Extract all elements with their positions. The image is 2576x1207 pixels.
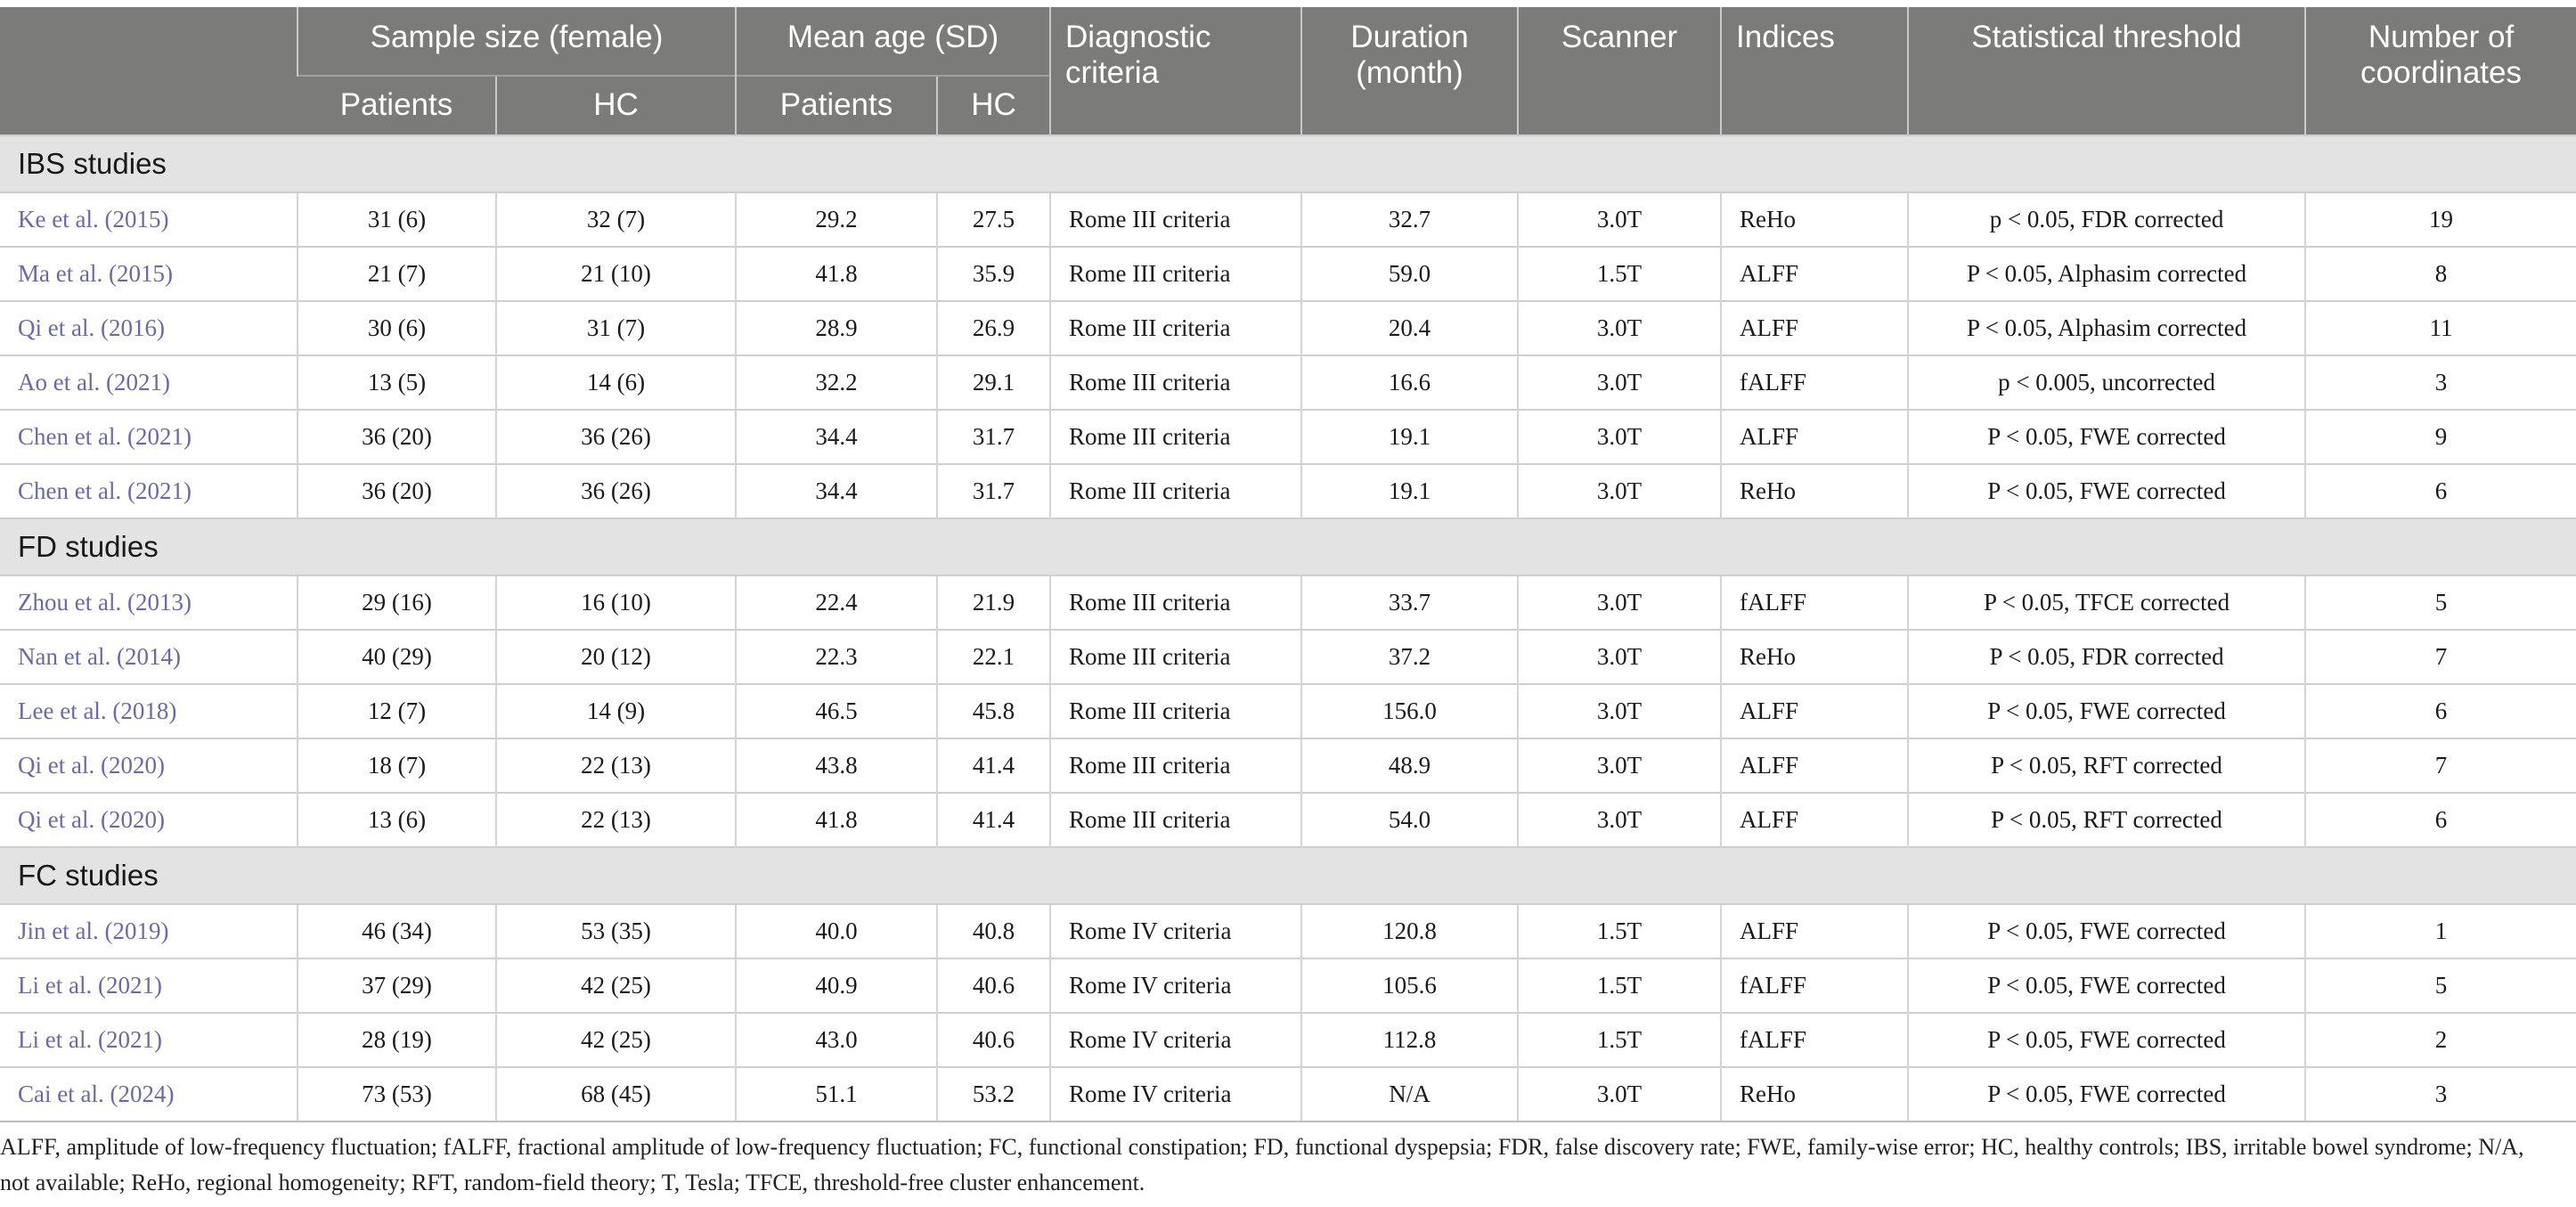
table-row bbox=[0, 1067, 2576, 1121]
cell-age-hc: 31.7 bbox=[937, 464, 1050, 518]
cell-scanner: 3.0T bbox=[1518, 192, 1721, 247]
cell-study: Jin et al. (2019) bbox=[0, 904, 298, 958]
table-row bbox=[0, 1013, 2576, 1067]
cell-statistical-threshold: P < 0.05, FWE corrected bbox=[1908, 410, 2305, 464]
table-row bbox=[0, 464, 2576, 518]
cell-study: Qi et al. (2016) bbox=[0, 301, 298, 355]
cell-duration: 156.0 bbox=[1301, 684, 1518, 738]
cell-age-patients: 43.8 bbox=[736, 738, 937, 793]
cell-sample-patients: 29 (16) bbox=[298, 575, 496, 630]
cell-indices: ReHo bbox=[1721, 1067, 1908, 1121]
cell-age-patients: 46.5 bbox=[736, 684, 937, 738]
cell-sample-hc: 31 (7) bbox=[496, 301, 736, 355]
cell-number-of-coordinates: 19 bbox=[2305, 192, 2576, 247]
cell-indices: fALFF bbox=[1721, 1013, 1908, 1067]
table-row bbox=[0, 575, 2576, 630]
table-row bbox=[0, 192, 2576, 247]
header-diagnostic-criteria: Diagnostic criteria bbox=[1050, 7, 1301, 135]
cell-age-patients: 51.1 bbox=[736, 1067, 937, 1121]
cell-statistical-threshold: p < 0.005, uncorrected bbox=[1908, 355, 2305, 410]
group-row bbox=[0, 847, 2576, 904]
cell-study: Zhou et al. (2013) bbox=[0, 575, 298, 630]
group-label: FC studies bbox=[0, 847, 2576, 904]
group-row bbox=[0, 135, 2576, 192]
cell-scanner: 3.0T bbox=[1518, 355, 1721, 410]
cell-sample-patients: 12 (7) bbox=[298, 684, 496, 738]
table-footnote: ALFF, amplitude of low-frequency fluctuation; fALFF, fractional amplitude of low-frequency fluctuation; FC, functional constipation; FD, functional dyspepsia; FDR, false discovery rate; FWE, family-wise error; HC, healthy controls; IBS, irritable bowel syndrome; N/A, not available; ReHo, regional homogeneity; RFT, random-field theory; T, Tesla; TFCE, threshold-free cluster enhancement. bbox=[0, 1134, 2524, 1195]
table-row bbox=[0, 738, 2576, 793]
cell-sample-hc: 42 (25) bbox=[496, 958, 736, 1013]
cell-age-patients: 43.0 bbox=[736, 1013, 937, 1067]
table-row bbox=[0, 958, 2576, 1013]
cell-scanner: 3.0T bbox=[1518, 738, 1721, 793]
cell-age-hc: 35.9 bbox=[937, 247, 1050, 301]
cell-study: Nan et al. (2014) bbox=[0, 630, 298, 684]
cell-diagnostic-criteria: Rome IV criteria bbox=[1050, 1013, 1301, 1067]
cell-sample-patients: 30 (6) bbox=[298, 301, 496, 355]
cell-scanner: 3.0T bbox=[1518, 630, 1721, 684]
cell-sample-patients: 36 (20) bbox=[298, 464, 496, 518]
cell-statistical-threshold: P < 0.05, FWE corrected bbox=[1908, 684, 2305, 738]
cell-sample-hc: 22 (13) bbox=[496, 793, 736, 847]
cell-duration: 54.0 bbox=[1301, 793, 1518, 847]
cell-number-of-coordinates: 1 bbox=[2305, 904, 2576, 958]
cell-study: Cai et al. (2024) bbox=[0, 1067, 298, 1121]
table-row bbox=[0, 684, 2576, 738]
cell-diagnostic-criteria: Rome III criteria bbox=[1050, 575, 1301, 630]
cell-statistical-threshold: p < 0.05, FDR corrected bbox=[1908, 192, 2305, 247]
cell-age-hc: 53.2 bbox=[937, 1067, 1050, 1121]
cell-sample-hc: 68 (45) bbox=[496, 1067, 736, 1121]
header-age-patients: Patients bbox=[736, 76, 937, 135]
cell-age-patients: 40.9 bbox=[736, 958, 937, 1013]
cell-study: Qi et al. (2020) bbox=[0, 793, 298, 847]
cell-diagnostic-criteria: Rome III criteria bbox=[1050, 684, 1301, 738]
cell-sample-hc: 14 (6) bbox=[496, 355, 736, 410]
header-scanner: Scanner bbox=[1518, 7, 1721, 135]
cell-study: Ke et al. (2015) bbox=[0, 192, 298, 247]
cell-sample-hc: 42 (25) bbox=[496, 1013, 736, 1067]
cell-sample-hc: 53 (35) bbox=[496, 904, 736, 958]
studies-table bbox=[0, 7, 2576, 1122]
cell-age-patients: 40.0 bbox=[736, 904, 937, 958]
cell-sample-patients: 36 (20) bbox=[298, 410, 496, 464]
cell-number-of-coordinates: 8 bbox=[2305, 247, 2576, 301]
cell-statistical-threshold: P < 0.05, FWE corrected bbox=[1908, 904, 2305, 958]
cell-diagnostic-criteria: Rome IV criteria bbox=[1050, 958, 1301, 1013]
cell-statistical-threshold: P < 0.05, FDR corrected bbox=[1908, 630, 2305, 684]
cell-duration: 105.6 bbox=[1301, 958, 1518, 1013]
table-row bbox=[0, 793, 2576, 847]
cell-indices: ReHo bbox=[1721, 192, 1908, 247]
table-row bbox=[0, 247, 2576, 301]
cell-age-patients: 28.9 bbox=[736, 301, 937, 355]
cell-duration: 19.1 bbox=[1301, 464, 1518, 518]
cell-sample-hc: 22 (13) bbox=[496, 738, 736, 793]
cell-statistical-threshold: P < 0.05, FWE corrected bbox=[1908, 1067, 2305, 1121]
cell-duration: 37.2 bbox=[1301, 630, 1518, 684]
cell-study: Li et al. (2021) bbox=[0, 1013, 298, 1067]
header-age-hc: HC bbox=[937, 76, 1050, 135]
cell-age-hc: 40.8 bbox=[937, 904, 1050, 958]
cell-age-hc: 22.1 bbox=[937, 630, 1050, 684]
cell-indices: ALFF bbox=[1721, 301, 1908, 355]
cell-sample-hc: 14 (9) bbox=[496, 684, 736, 738]
cell-indices: ALFF bbox=[1721, 247, 1908, 301]
cell-age-patients: 22.4 bbox=[736, 575, 937, 630]
cell-age-patients: 29.2 bbox=[736, 192, 937, 247]
cell-indices: ReHo bbox=[1721, 464, 1908, 518]
cell-number-of-coordinates: 5 bbox=[2305, 575, 2576, 630]
cell-number-of-coordinates: 3 bbox=[2305, 355, 2576, 410]
cell-study: Qi et al. (2020) bbox=[0, 738, 298, 793]
cell-diagnostic-criteria: Rome III criteria bbox=[1050, 464, 1301, 518]
cell-age-patients: 34.4 bbox=[736, 410, 937, 464]
table-row bbox=[0, 904, 2576, 958]
cell-indices: ALFF bbox=[1721, 738, 1908, 793]
cell-age-hc: 21.9 bbox=[937, 575, 1050, 630]
cell-sample-patients: 73 (53) bbox=[298, 1067, 496, 1121]
header-sample-patients: Patients bbox=[298, 76, 496, 135]
cell-diagnostic-criteria: Rome III criteria bbox=[1050, 410, 1301, 464]
cell-indices: ALFF bbox=[1721, 793, 1908, 847]
header-sample-size: Sample size (female) bbox=[298, 7, 736, 76]
cell-scanner: 3.0T bbox=[1518, 301, 1721, 355]
group-label: IBS studies bbox=[0, 135, 2576, 192]
table-row bbox=[0, 410, 2576, 464]
group-label: FD studies bbox=[0, 518, 2576, 575]
cell-sample-patients: 21 (7) bbox=[298, 247, 496, 301]
cell-sample-patients: 18 (7) bbox=[298, 738, 496, 793]
cell-number-of-coordinates: 3 bbox=[2305, 1067, 2576, 1121]
cell-scanner: 3.0T bbox=[1518, 464, 1721, 518]
cell-age-hc: 41.4 bbox=[937, 738, 1050, 793]
cell-sample-hc: 32 (7) bbox=[496, 192, 736, 247]
cell-age-patients: 41.8 bbox=[736, 793, 937, 847]
cell-diagnostic-criteria: Rome III criteria bbox=[1050, 793, 1301, 847]
cell-indices: fALFF bbox=[1721, 958, 1908, 1013]
cell-diagnostic-criteria: Rome III criteria bbox=[1050, 192, 1301, 247]
cell-age-hc: 40.6 bbox=[937, 1013, 1050, 1067]
header-statistical-threshold: Statistical threshold bbox=[1908, 7, 2305, 135]
cell-age-hc: 27.5 bbox=[937, 192, 1050, 247]
group-row bbox=[0, 518, 2576, 575]
cell-study: Lee et al. (2018) bbox=[0, 684, 298, 738]
cell-number-of-coordinates: 11 bbox=[2305, 301, 2576, 355]
cell-number-of-coordinates: 6 bbox=[2305, 684, 2576, 738]
cell-scanner: 3.0T bbox=[1518, 410, 1721, 464]
cell-age-hc: 31.7 bbox=[937, 410, 1050, 464]
cell-age-hc: 45.8 bbox=[937, 684, 1050, 738]
cell-sample-patients: 28 (19) bbox=[298, 1013, 496, 1067]
cell-sample-patients: 31 (6) bbox=[298, 192, 496, 247]
cell-number-of-coordinates: 9 bbox=[2305, 410, 2576, 464]
cell-diagnostic-criteria: Rome III criteria bbox=[1050, 301, 1301, 355]
cell-sample-hc: 20 (12) bbox=[496, 630, 736, 684]
cell-diagnostic-criteria: Rome III criteria bbox=[1050, 630, 1301, 684]
cell-diagnostic-criteria: Rome III criteria bbox=[1050, 355, 1301, 410]
header-indices: Indices bbox=[1721, 7, 1908, 135]
cell-scanner: 1.5T bbox=[1518, 904, 1721, 958]
header-mean-age: Mean age (SD) bbox=[736, 7, 1050, 76]
cell-number-of-coordinates: 7 bbox=[2305, 630, 2576, 684]
cell-sample-hc: 36 (26) bbox=[496, 410, 736, 464]
cell-duration: 20.4 bbox=[1301, 301, 1518, 355]
cell-number-of-coordinates: 6 bbox=[2305, 793, 2576, 847]
cell-duration: 112.8 bbox=[1301, 1013, 1518, 1067]
cell-age-patients: 41.8 bbox=[736, 247, 937, 301]
cell-indices: ReHo bbox=[1721, 630, 1908, 684]
cell-age-patients: 22.3 bbox=[736, 630, 937, 684]
cell-study: Ao et al. (2021) bbox=[0, 355, 298, 410]
cell-scanner: 1.5T bbox=[1518, 1013, 1721, 1067]
cell-duration: 16.6 bbox=[1301, 355, 1518, 410]
cell-diagnostic-criteria: Rome IV criteria bbox=[1050, 904, 1301, 958]
table-row bbox=[0, 630, 2576, 684]
cell-sample-hc: 16 (10) bbox=[496, 575, 736, 630]
cell-statistical-threshold: P < 0.05, Alphasim corrected bbox=[1908, 247, 2305, 301]
cell-indices: ALFF bbox=[1721, 684, 1908, 738]
cell-duration: 59.0 bbox=[1301, 247, 1518, 301]
cell-diagnostic-criteria: Rome IV criteria bbox=[1050, 1067, 1301, 1121]
cell-study: Chen et al. (2021) bbox=[0, 410, 298, 464]
cell-study: Ma et al. (2015) bbox=[0, 247, 298, 301]
cell-sample-patients: 13 (6) bbox=[298, 793, 496, 847]
cell-sample-patients: 13 (5) bbox=[298, 355, 496, 410]
cell-number-of-coordinates: 5 bbox=[2305, 958, 2576, 1013]
cell-scanner: 3.0T bbox=[1518, 1067, 1721, 1121]
cell-age-hc: 41.4 bbox=[937, 793, 1050, 847]
table-row bbox=[0, 355, 2576, 410]
cell-statistical-threshold: P < 0.05, FWE corrected bbox=[1908, 464, 2305, 518]
cell-duration: 120.8 bbox=[1301, 904, 1518, 958]
cell-sample-patients: 46 (34) bbox=[298, 904, 496, 958]
cell-scanner: 3.0T bbox=[1518, 793, 1721, 847]
cell-age-hc: 29.1 bbox=[937, 355, 1050, 410]
table-body bbox=[0, 135, 2576, 1121]
cell-diagnostic-criteria: Rome III criteria bbox=[1050, 738, 1301, 793]
cell-duration: N/A bbox=[1301, 1067, 1518, 1121]
cell-scanner: 3.0T bbox=[1518, 575, 1721, 630]
cell-scanner: 1.5T bbox=[1518, 958, 1721, 1013]
cell-study: Li et al. (2021) bbox=[0, 958, 298, 1013]
cell-duration: 32.7 bbox=[1301, 192, 1518, 247]
cell-age-patients: 32.2 bbox=[736, 355, 937, 410]
cell-scanner: 3.0T bbox=[1518, 684, 1721, 738]
header-sample-hc: HC bbox=[496, 76, 736, 135]
cell-sample-hc: 21 (10) bbox=[496, 247, 736, 301]
cell-duration: 19.1 bbox=[1301, 410, 1518, 464]
cell-sample-patients: 40 (29) bbox=[298, 630, 496, 684]
cell-indices: fALFF bbox=[1721, 575, 1908, 630]
cell-statistical-threshold: P < 0.05, FWE corrected bbox=[1908, 1013, 2305, 1067]
cell-sample-patients: 37 (29) bbox=[298, 958, 496, 1013]
cell-indices: ALFF bbox=[1721, 904, 1908, 958]
cell-age-hc: 26.9 bbox=[937, 301, 1050, 355]
cell-number-of-coordinates: 7 bbox=[2305, 738, 2576, 793]
cell-diagnostic-criteria: Rome III criteria bbox=[1050, 247, 1301, 301]
cell-statistical-threshold: P < 0.05, RFT corrected bbox=[1908, 793, 2305, 847]
cell-duration: 33.7 bbox=[1301, 575, 1518, 630]
cell-statistical-threshold: P < 0.05, FWE corrected bbox=[1908, 958, 2305, 1013]
cell-age-patients: 34.4 bbox=[736, 464, 937, 518]
cell-scanner: 1.5T bbox=[1518, 247, 1721, 301]
header-number-of-coordinates: Number of coordinates bbox=[2305, 7, 2576, 135]
cell-study: Chen et al. (2021) bbox=[0, 464, 298, 518]
cell-indices: fALFF bbox=[1721, 355, 1908, 410]
cell-duration: 48.9 bbox=[1301, 738, 1518, 793]
cell-sample-hc: 36 (26) bbox=[496, 464, 736, 518]
cell-age-hc: 40.6 bbox=[937, 958, 1050, 1013]
table-header bbox=[0, 7, 2576, 135]
cell-number-of-coordinates: 2 bbox=[2305, 1013, 2576, 1067]
cell-statistical-threshold: P < 0.05, RFT corrected bbox=[1908, 738, 2305, 793]
table-row bbox=[0, 301, 2576, 355]
cell-statistical-threshold: P < 0.05, Alphasim corrected bbox=[1908, 301, 2305, 355]
cell-indices: ALFF bbox=[1721, 410, 1908, 464]
cell-statistical-threshold: P < 0.05, TFCE corrected bbox=[1908, 575, 2305, 630]
header-study bbox=[0, 7, 298, 135]
cell-number-of-coordinates: 6 bbox=[2305, 464, 2576, 518]
header-duration: Duration (month) bbox=[1301, 7, 1518, 135]
